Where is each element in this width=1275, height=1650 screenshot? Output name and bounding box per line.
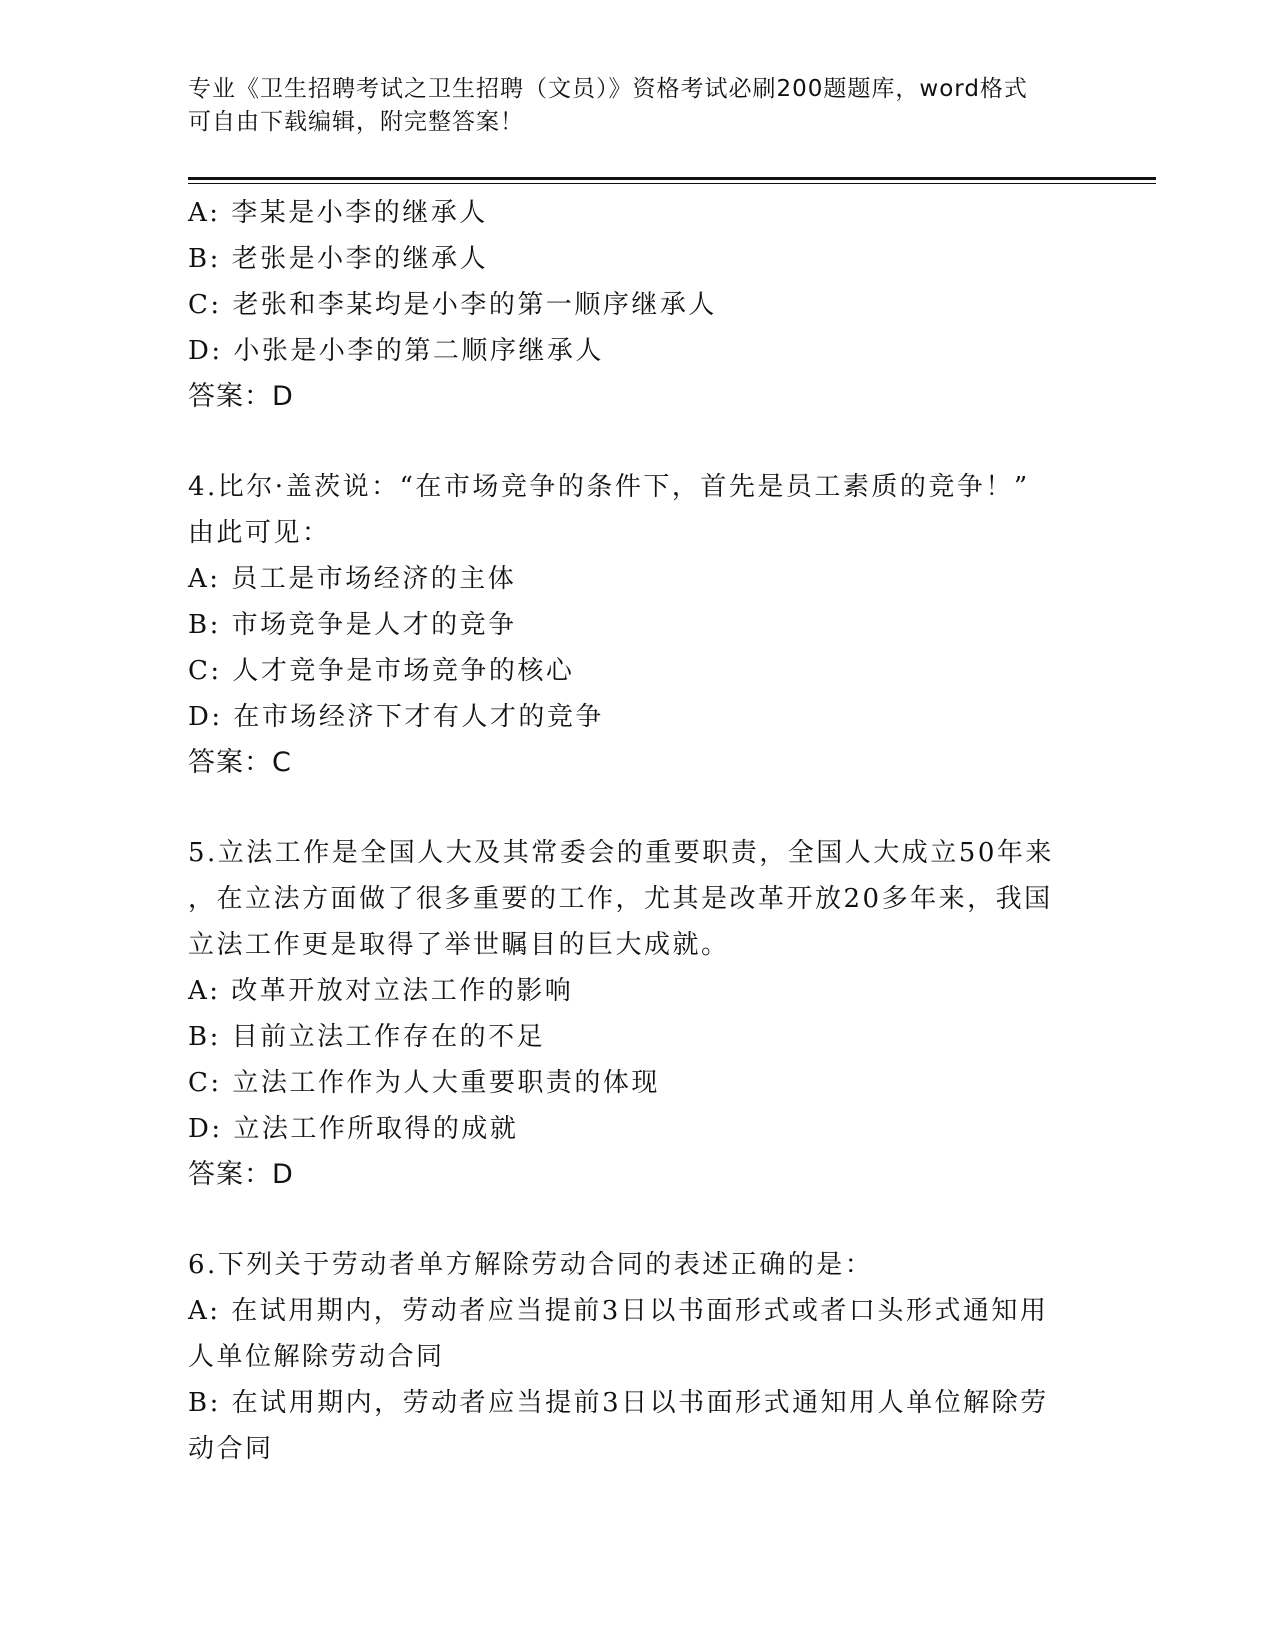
question-4-answer: 答案：C	[188, 747, 292, 778]
header-title-line-2: 可自由下载编辑，附完整答案！	[188, 109, 524, 135]
question-5-answer: 答案：D	[188, 1159, 294, 1190]
question-6	[188, 1242, 1088, 1472]
question-4-option-a: A: 员工是市场经济的主体	[188, 564, 517, 594]
question-5-stem-line-3: 立法工作更是取得了举世瞩目的巨大成就。	[188, 930, 730, 960]
question-4-option-c: C: 人才竞争是市场竞争的核心	[188, 656, 575, 686]
question-4-option-d: D: 在市场经济下才有人才的竞争	[188, 702, 604, 732]
question-6-option-b-line-2: 动合同	[188, 1434, 274, 1464]
header-title-line-1: 专业《卫生招聘考试之卫生招聘（文员）》资格考试必刷200题题库，word格式	[188, 76, 1028, 102]
question-4	[188, 464, 1088, 786]
question-4-stem-line-2: 由此可见：	[188, 518, 331, 548]
question-5	[188, 830, 1088, 1198]
question-6-stem-line-1: 6.下列关于劳动者单方解除劳动合同的表述正确的是：	[188, 1250, 874, 1280]
question-6-option-a-line-2: 人单位解除劳动合同	[188, 1342, 445, 1372]
question-3	[188, 190, 1088, 420]
question-3-option-a: A: 李某是小李的继承人	[188, 198, 488, 228]
question-5-option-d: D: 立法工作所取得的成就	[188, 1114, 519, 1144]
question-6-option-a-line-1: A: 在试用期内，劳动者应当提前3日以书面形式或者口头形式通知用	[188, 1296, 1049, 1326]
question-5-option-a: A: 改革开放对立法工作的影响	[188, 976, 574, 1006]
question-4-stem-line-1: 4.比尔·盖茨说：“在市场竞争的条件下，首先是员工素质的竞争！”	[188, 472, 1030, 502]
document-body	[188, 190, 1088, 1472]
question-5-stem-line-1: 5.立法工作是全国人大及其常委会的重要职责，全国人大成立50年来	[188, 838, 1054, 868]
question-3-answer: 答案：D	[188, 381, 294, 412]
question-3-option-b: B: 老张是小李的继承人	[188, 244, 489, 274]
question-5-stem-line-2: ，在立法方面做了很多重要的工作，尤其是改革开放20多年来，我国	[188, 884, 1053, 914]
spacer	[188, 786, 1088, 830]
question-3-option-d: D: 小张是小李的第二顺序继承人	[188, 336, 604, 366]
header-rule-thick	[188, 177, 1156, 180]
spacer	[188, 1198, 1088, 1242]
spacer	[188, 420, 1088, 464]
page-header	[188, 73, 1068, 139]
question-3-option-c: C: 老张和李某均是小李的第一顺序继承人	[188, 290, 717, 320]
header-rule-thin	[188, 183, 1156, 184]
question-5-option-b: B: 目前立法工作存在的不足	[188, 1022, 546, 1052]
question-4-option-b: B: 市场竞争是人才的竞争	[188, 610, 517, 640]
question-6-option-b-line-1: B: 在试用期内，劳动者应当提前3日以书面形式通知用人单位解除劳	[188, 1388, 1049, 1418]
question-5-option-c: C: 立法工作作为人大重要职责的体现	[188, 1068, 660, 1098]
